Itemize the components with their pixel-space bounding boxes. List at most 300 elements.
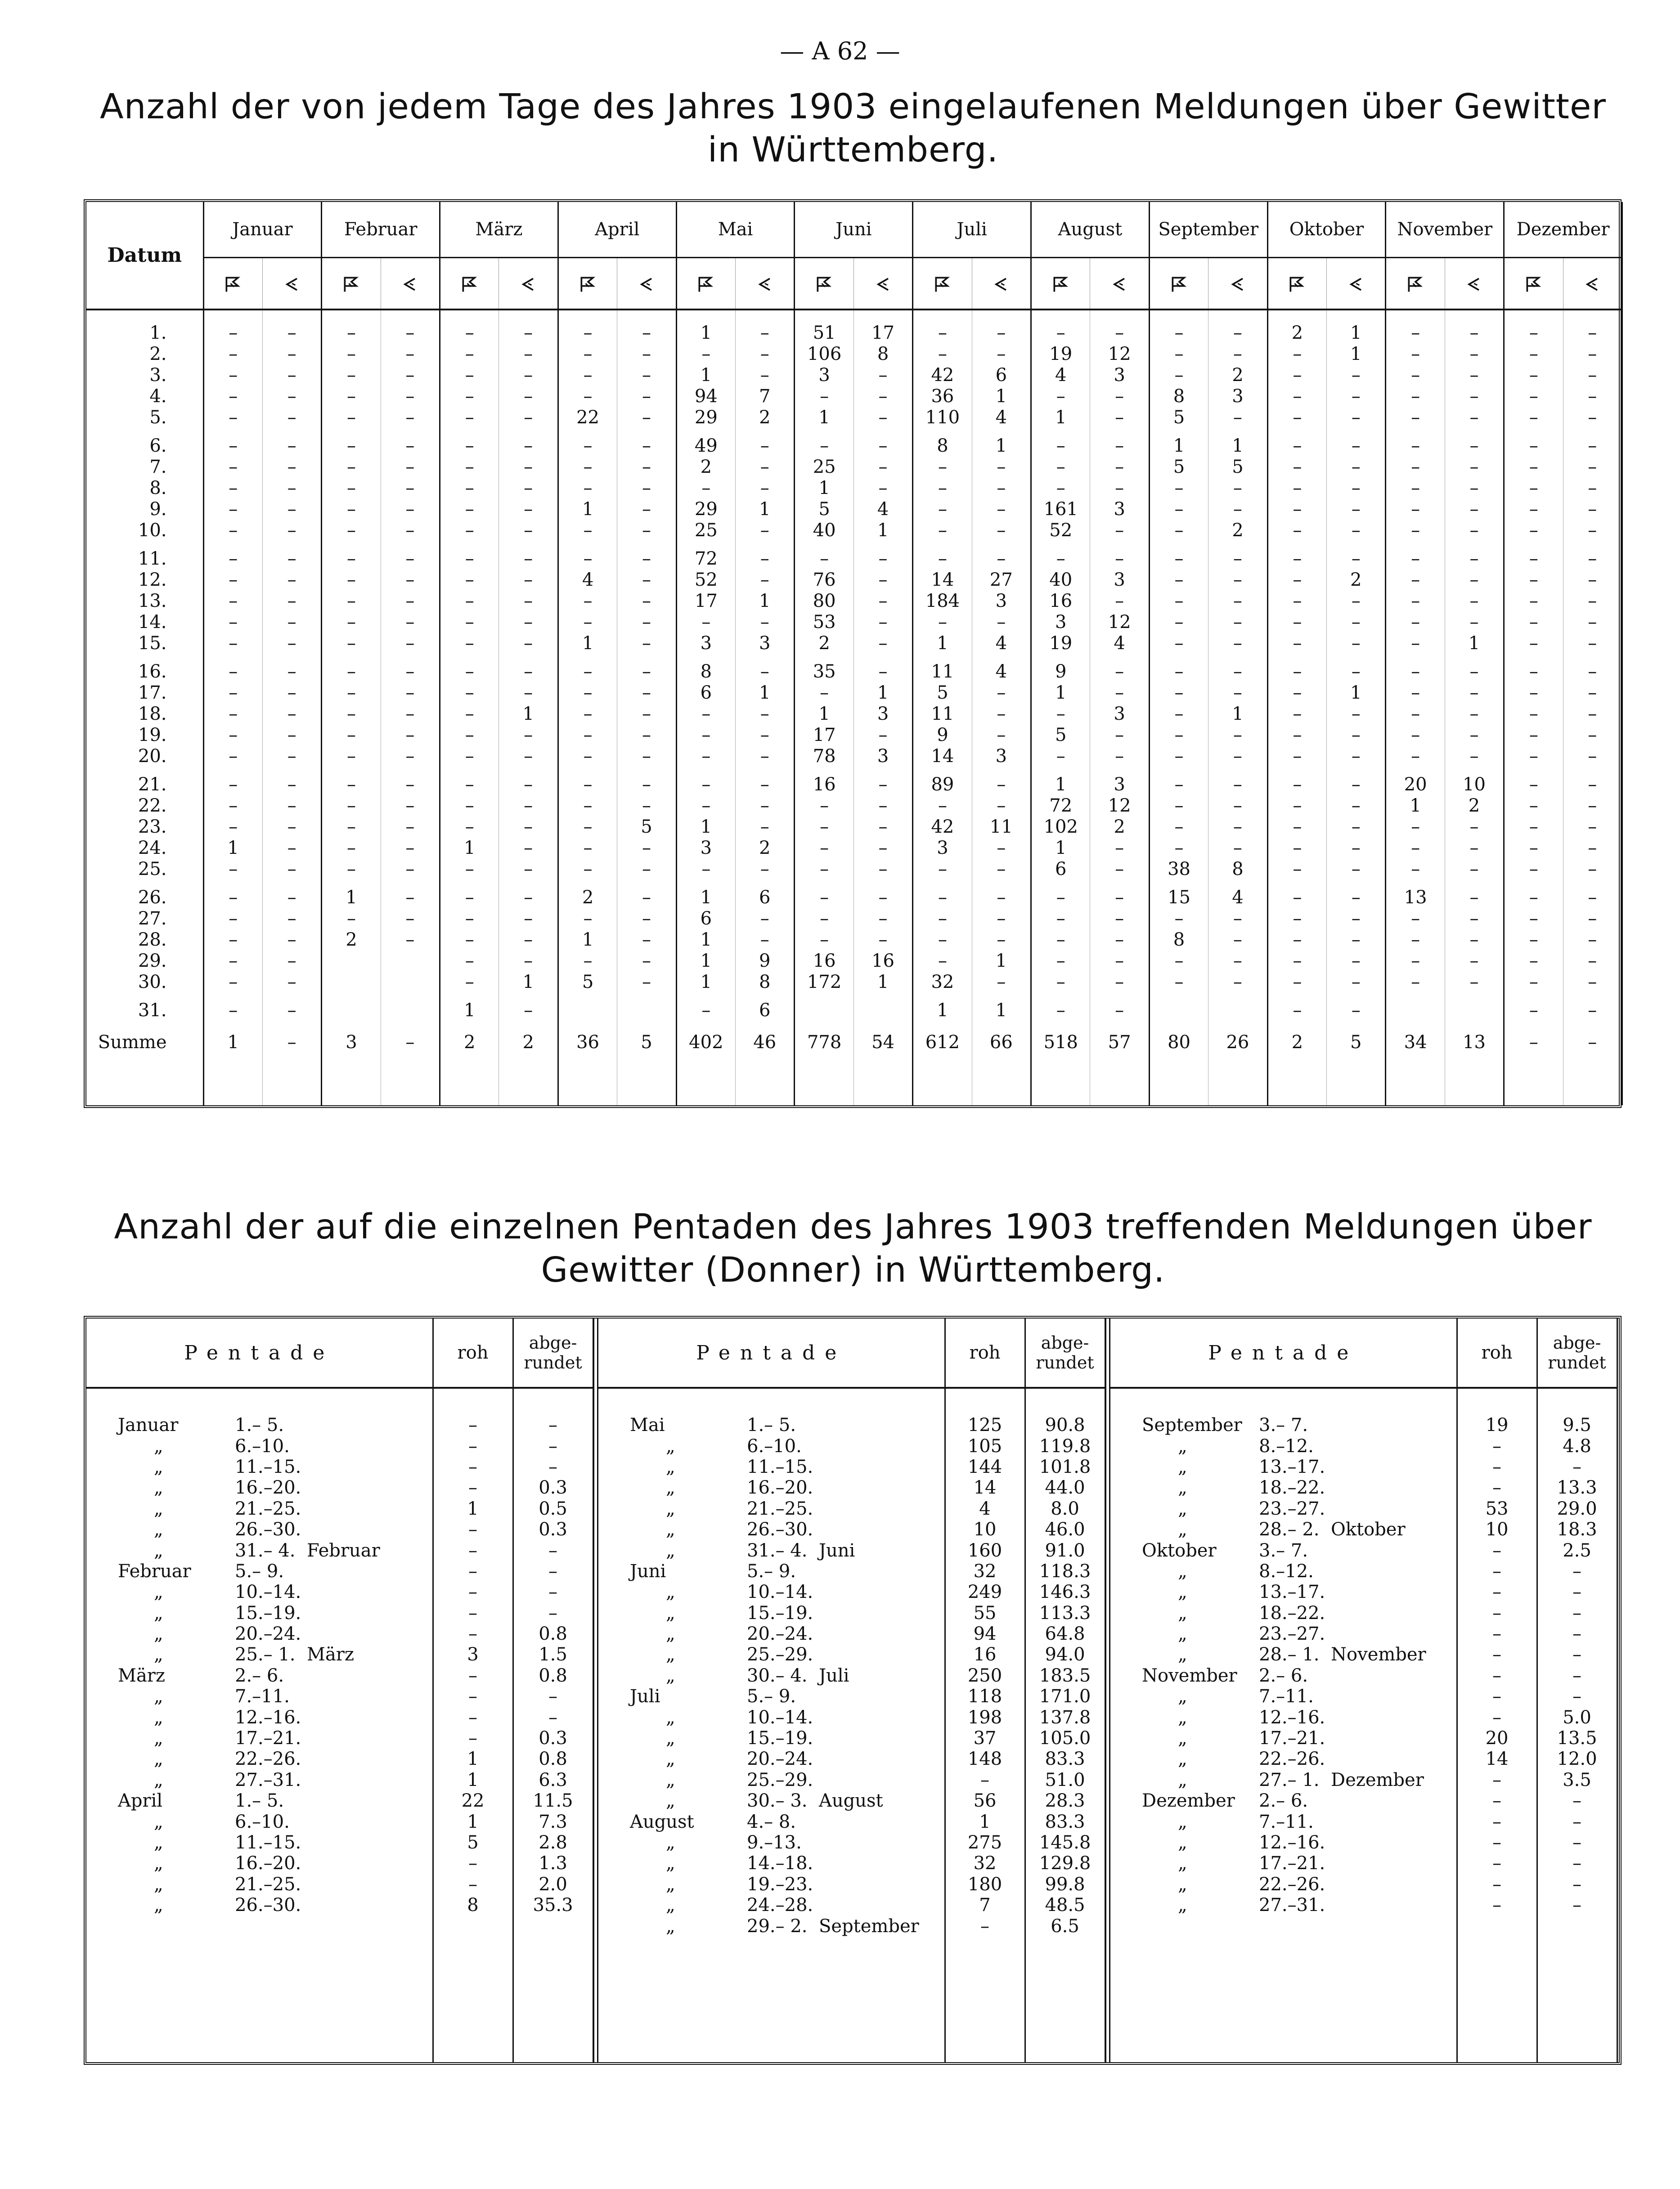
- abgerundet-value: 4.8: [1537, 1435, 1617, 1456]
- value-cell: 8: [1208, 858, 1267, 879]
- roh-value: –: [1457, 1686, 1537, 1707]
- end-month: Dezember: [1331, 1770, 1457, 1790]
- value-cell: –: [795, 682, 853, 703]
- thunderstorm-flag-icon: [696, 274, 716, 294]
- value-cell: 1: [1031, 407, 1090, 428]
- value-cell: –: [1445, 703, 1504, 724]
- value-cell: –: [617, 745, 676, 767]
- value-cell: –: [499, 477, 558, 498]
- value-cell: –: [1504, 632, 1563, 654]
- symbol-cell-lightning: [853, 258, 912, 310]
- value-cell: –: [203, 908, 262, 929]
- value-cell: –: [1504, 682, 1563, 703]
- value-cell: –: [1090, 456, 1149, 477]
- month-label: „: [154, 1602, 163, 1624]
- roh-value: –: [1457, 1874, 1537, 1895]
- value-cell: –: [617, 569, 676, 590]
- day-cell: 15.: [86, 632, 203, 654]
- pentade-row: [86, 1707, 593, 1727]
- pentade-row: [1110, 1770, 1617, 1790]
- value-cell: –: [499, 774, 558, 795]
- pentade-row: [86, 1874, 593, 1895]
- value-cell: –: [1031, 1000, 1090, 1021]
- value-cell: –: [499, 435, 558, 456]
- abgerundet-value: –: [1537, 1582, 1617, 1602]
- pentade-row: [1110, 1707, 1617, 1727]
- value-cell: –: [853, 611, 912, 632]
- month-header: Februar: [322, 202, 440, 258]
- value-cell: –: [617, 520, 676, 541]
- value-cell: –: [1563, 477, 1622, 498]
- abgerundet-value: 145.8: [1025, 1832, 1105, 1853]
- value-cell: –: [440, 310, 499, 343]
- pentade-row: [598, 1853, 1105, 1874]
- value-cell: –: [1149, 520, 1208, 541]
- month-label: „: [154, 1853, 163, 1874]
- value-cell: –: [1327, 837, 1386, 858]
- value-cell: –: [1149, 682, 1208, 703]
- date-range: 20.–24.: [747, 1624, 813, 1645]
- table-row: [86, 1000, 1622, 1021]
- value-cell: –: [558, 795, 617, 816]
- month-label: Mai: [630, 1415, 665, 1436]
- value-cell: 3: [972, 590, 1031, 611]
- roh-value: 250: [945, 1665, 1025, 1686]
- value-cell: –: [499, 407, 558, 428]
- symbol-cell-lightning: [1445, 258, 1504, 310]
- date-range: 10.–14.: [747, 1582, 813, 1603]
- abgerundet-value: 118.3: [1025, 1561, 1105, 1582]
- value-cell: [381, 950, 440, 971]
- month-label: „: [154, 1624, 163, 1645]
- pentade-row: [598, 1540, 1105, 1561]
- date-range: 12.–16.: [1259, 1707, 1325, 1728]
- value-cell: –: [1149, 703, 1208, 724]
- abgerundet-value: –: [1537, 1853, 1617, 1874]
- value-cell: –: [1327, 971, 1386, 992]
- symbol-cell-lightning: [499, 258, 558, 310]
- value-cell: –: [499, 611, 558, 632]
- month-label: „: [154, 1749, 163, 1770]
- abgerundet-value: 9.5: [1537, 1388, 1617, 1435]
- table-row: [86, 407, 1622, 428]
- day-cell: 14.: [86, 611, 203, 632]
- value-cell: –: [203, 774, 262, 795]
- value-cell: –: [1267, 837, 1326, 858]
- value-cell: 35: [795, 661, 853, 682]
- value-cell: 1: [972, 1000, 1031, 1021]
- value-cell: –: [736, 435, 795, 456]
- end-month: [1331, 1603, 1457, 1624]
- symbol-header-row: [86, 258, 1622, 310]
- value-cell: 1: [1445, 632, 1504, 654]
- value-cell: –: [1327, 661, 1386, 682]
- month-header: Dezember: [1504, 202, 1622, 258]
- pentade-row: [598, 1388, 1105, 1435]
- roh-value: –: [433, 1388, 513, 1435]
- month-label: Dezember: [1142, 1790, 1235, 1812]
- value-cell: –: [381, 745, 440, 767]
- roh-value: –: [1457, 1832, 1537, 1853]
- month-label: „: [154, 1874, 163, 1895]
- pentade-header-row: [1110, 1319, 1617, 1388]
- day-cell: 3.: [86, 364, 203, 386]
- date-range: 16.–20.: [235, 1853, 301, 1874]
- value-cell: –: [262, 310, 321, 343]
- value-cell: –: [1563, 837, 1622, 858]
- value-cell: –: [262, 386, 321, 407]
- date-range: 8.–12.: [1259, 1435, 1314, 1457]
- value-cell: –: [972, 971, 1031, 992]
- value-cell: 1: [972, 386, 1031, 407]
- date-range: 3.– 7.: [1259, 1415, 1308, 1436]
- pentade-row: [598, 1477, 1105, 1498]
- abgerundet-value: –: [513, 1582, 593, 1602]
- value-cell: 76: [795, 569, 853, 590]
- value-cell: –: [499, 569, 558, 590]
- value-cell: –: [1504, 456, 1563, 477]
- value-cell: –: [853, 569, 912, 590]
- value-cell: –: [1504, 816, 1563, 837]
- value-cell: –: [1208, 971, 1267, 992]
- value-cell: –: [676, 858, 735, 879]
- symbol-cell-thunder: [1267, 258, 1326, 310]
- value-cell: –: [1327, 386, 1386, 407]
- symbol-cell-thunder: [440, 258, 499, 310]
- value-cell: 17: [676, 590, 735, 611]
- date-range: 10.–14.: [235, 1582, 301, 1603]
- value-cell: –: [381, 724, 440, 745]
- table-row: [86, 310, 1622, 343]
- value-cell: –: [322, 774, 381, 795]
- value-cell: –: [913, 908, 972, 929]
- end-month: [1331, 1665, 1457, 1686]
- value-cell: –: [1445, 407, 1504, 428]
- value-cell: 1: [972, 950, 1031, 971]
- value-cell: –: [1031, 929, 1090, 950]
- value-cell: 17: [853, 310, 912, 343]
- value-cell: –: [1327, 520, 1386, 541]
- abgerundet-value: –: [1537, 1811, 1617, 1832]
- value-cell: 3: [736, 632, 795, 654]
- value-cell: 1: [676, 887, 735, 908]
- abgerundet-value: 2.8: [513, 1832, 593, 1853]
- end-month: [819, 1561, 945, 1582]
- value-cell: –: [1208, 908, 1267, 929]
- value-cell: –: [853, 590, 912, 611]
- abgerundet-value: 44.0: [1025, 1477, 1105, 1498]
- value-cell: –: [381, 908, 440, 929]
- value-cell: –: [440, 774, 499, 795]
- value-cell: [1208, 1000, 1267, 1021]
- thunderstorm-flag-icon: [1169, 274, 1189, 294]
- value-cell: –: [853, 632, 912, 654]
- value-cell: –: [1504, 858, 1563, 879]
- value-cell: [381, 971, 440, 992]
- date-range: 20.–24.: [235, 1624, 301, 1645]
- table-row: [86, 971, 1622, 992]
- value-cell: –: [262, 887, 321, 908]
- symbol-cell-thunder: [203, 258, 262, 310]
- value-cell: 1: [1031, 682, 1090, 703]
- month-header: Juli: [913, 202, 1031, 258]
- abgerundet-value: 113.3: [1025, 1603, 1105, 1624]
- value-cell: 4: [972, 632, 1031, 654]
- lightning-icon: [1582, 274, 1602, 294]
- value-cell: –: [1445, 569, 1504, 590]
- value-cell: –: [499, 456, 558, 477]
- abgerundet-value: –: [1537, 1603, 1617, 1624]
- value-cell: –: [972, 498, 1031, 520]
- value-cell: 1: [203, 837, 262, 858]
- value-cell: –: [617, 724, 676, 745]
- value-cell: –: [1563, 548, 1622, 569]
- value-cell: –: [499, 682, 558, 703]
- value-cell: –: [617, 477, 676, 498]
- roh-value: –: [433, 1561, 513, 1582]
- roh-value: 7: [945, 1895, 1025, 1915]
- month-label: „: [154, 1832, 163, 1853]
- value-cell: –: [558, 908, 617, 929]
- roh-value: –: [945, 1770, 1025, 1790]
- pentade-row: [1110, 1519, 1617, 1540]
- value-cell: –: [381, 632, 440, 654]
- date-range: 8.–12.: [1259, 1561, 1314, 1582]
- end-month: [307, 1707, 433, 1727]
- pentade-row: [598, 1707, 1105, 1727]
- end-month: [819, 1388, 945, 1435]
- pentade-row: [86, 1749, 593, 1769]
- roh-value: –: [1457, 1457, 1537, 1477]
- abgerundet-value: 0.8: [513, 1749, 593, 1769]
- table-row: [86, 795, 1622, 816]
- date-range: 12.–16.: [1259, 1832, 1325, 1853]
- value-cell: –: [617, 364, 676, 386]
- abgerundet-value: 129.8: [1025, 1853, 1105, 1874]
- month-header-row: [86, 202, 1622, 258]
- end-month: [1331, 1561, 1457, 1582]
- value-cell: –: [322, 858, 381, 879]
- value-cell: –: [972, 774, 1031, 795]
- value-cell: –: [499, 858, 558, 879]
- end-month: [819, 1728, 945, 1749]
- abgerundet-value: 6.5: [1025, 1915, 1105, 1936]
- date-range: 31.– 4.: [235, 1540, 296, 1561]
- value-cell: 161: [1031, 498, 1090, 520]
- value-cell: –: [736, 703, 795, 724]
- value-cell: –: [322, 611, 381, 632]
- date-range: 11.–15.: [235, 1832, 301, 1853]
- thunderstorm-flag-icon: [1406, 274, 1425, 294]
- value-cell: –: [381, 364, 440, 386]
- value-cell: –: [203, 1000, 262, 1021]
- value-cell: –: [499, 590, 558, 611]
- day-cell: 23.: [86, 816, 203, 837]
- value-cell: –: [381, 590, 440, 611]
- value-cell: 1: [1149, 435, 1208, 456]
- value-cell: –: [1504, 703, 1563, 724]
- roh-value: –: [433, 1853, 513, 1874]
- date-range: 1.– 5.: [747, 1415, 796, 1436]
- value-cell: 51: [795, 310, 853, 343]
- value-cell: 72: [1031, 795, 1090, 816]
- value-cell: –: [203, 795, 262, 816]
- value-cell: –: [1563, 745, 1622, 767]
- value-cell: –: [795, 548, 853, 569]
- value-cell: –: [1208, 343, 1267, 364]
- month-label: Oktober: [1142, 1540, 1217, 1561]
- value-cell: –: [322, 310, 381, 343]
- pentade-row: [598, 1832, 1105, 1853]
- value-cell: –: [1267, 520, 1326, 541]
- thunderstorm-flag-icon: [814, 274, 834, 294]
- value-cell: 4: [1031, 364, 1090, 386]
- roh-value: –: [433, 1540, 513, 1561]
- roh-value: 14: [1457, 1749, 1537, 1769]
- value-cell: –: [203, 724, 262, 745]
- value-cell: 5: [558, 971, 617, 992]
- value-cell: –: [499, 520, 558, 541]
- value-cell: –: [499, 816, 558, 837]
- value-cell: –: [1563, 310, 1622, 343]
- value-cell: –: [262, 548, 321, 569]
- value-cell: –: [440, 929, 499, 950]
- day-cell: 9.: [86, 498, 203, 520]
- summe-cell: 46: [736, 1021, 795, 1056]
- value-cell: 2: [736, 407, 795, 428]
- value-cell: –: [262, 1000, 321, 1021]
- value-cell: –: [1327, 611, 1386, 632]
- value-cell: –: [203, 456, 262, 477]
- value-cell: –: [1563, 569, 1622, 590]
- symbol-cell-lightning: [1090, 258, 1149, 310]
- value-cell: –: [913, 795, 972, 816]
- table-row: [86, 774, 1622, 795]
- abgerundet-value: 13.5: [1537, 1728, 1617, 1749]
- value-cell: –: [795, 929, 853, 950]
- value-cell: –: [322, 569, 381, 590]
- value-cell: 94: [676, 386, 735, 407]
- value-cell: –: [1563, 1000, 1622, 1021]
- value-cell: –: [1031, 971, 1090, 992]
- roh-value: –: [1457, 1477, 1537, 1498]
- abgerundet-value: –: [513, 1435, 593, 1456]
- value-cell: –: [1563, 590, 1622, 611]
- roh-value: 55: [945, 1603, 1025, 1624]
- pentade-table-title: Anzahl der auf die einzelnen Pentaden des Jahres 1903 treffenden Meldungen über Gewitter (Donner) in Württemberg.: [114, 1207, 1592, 1290]
- value-cell: –: [499, 343, 558, 364]
- value-cell: –: [1208, 661, 1267, 682]
- value-cell: –: [1208, 745, 1267, 767]
- value-cell: –: [617, 971, 676, 992]
- pentade-row: [598, 1686, 1105, 1707]
- value-cell: –: [558, 816, 617, 837]
- pentade-row: [1110, 1811, 1617, 1832]
- abgerundet-value: 6.3: [513, 1770, 593, 1790]
- summe-cell: –: [262, 1021, 321, 1056]
- value-cell: –: [1267, 456, 1326, 477]
- end-month: [307, 1388, 433, 1435]
- abgerundet-value: 28.3: [1025, 1790, 1105, 1811]
- table-row: [86, 887, 1622, 908]
- value-cell: –: [1504, 364, 1563, 386]
- date-range: 22.–26.: [1259, 1874, 1325, 1895]
- value-cell: –: [1267, 816, 1326, 837]
- value-cell: –: [1563, 498, 1622, 520]
- value-cell: 6: [1031, 858, 1090, 879]
- abgerundet-value: 51.0: [1025, 1770, 1105, 1790]
- date-range: 22.–26.: [1259, 1749, 1325, 1770]
- roh-value: 1: [433, 1770, 513, 1790]
- value-cell: –: [1445, 908, 1504, 929]
- value-cell: 1: [1327, 343, 1386, 364]
- abgerundet-value: –: [513, 1707, 593, 1727]
- value-cell: –: [499, 310, 558, 343]
- value-cell: 1: [676, 364, 735, 386]
- value-cell: 2: [1445, 795, 1504, 816]
- roh-value: –: [1457, 1707, 1537, 1727]
- date-range: 6.–10.: [235, 1435, 290, 1457]
- value-cell: –: [913, 477, 972, 498]
- end-month: [307, 1624, 433, 1644]
- day-cell: 2.: [86, 343, 203, 364]
- month-label: „: [666, 1790, 675, 1812]
- abgerundet-value: 11.5: [513, 1790, 593, 1811]
- value-cell: –: [262, 343, 321, 364]
- table-row: [86, 661, 1622, 682]
- value-cell: –: [499, 950, 558, 971]
- end-month: [819, 1644, 945, 1665]
- value-cell: –: [1445, 858, 1504, 879]
- value-cell: –: [972, 837, 1031, 858]
- value-cell: 3: [853, 745, 912, 767]
- value-cell: –: [617, 435, 676, 456]
- value-cell: –: [1267, 569, 1326, 590]
- value-cell: –: [1327, 887, 1386, 908]
- value-cell: –: [853, 435, 912, 456]
- pentade-row: [1110, 1457, 1617, 1477]
- pentade-row: [1110, 1477, 1617, 1498]
- date-range: 20.–24.: [747, 1749, 813, 1770]
- value-cell: –: [1208, 950, 1267, 971]
- thunderstorm-flag-icon: [223, 274, 243, 294]
- value-cell: –: [1563, 407, 1622, 428]
- value-cell: –: [1149, 548, 1208, 569]
- value-cell: –: [736, 774, 795, 795]
- roh-value: –: [433, 1477, 513, 1498]
- roh-value: 56: [945, 1790, 1025, 1811]
- value-cell: –: [1504, 837, 1563, 858]
- value-cell: –: [1149, 795, 1208, 816]
- value-cell: –: [1090, 386, 1149, 407]
- value-cell: –: [1386, 364, 1445, 386]
- abgerundet-value: 2.5: [1537, 1540, 1617, 1561]
- summe-cell: 57: [1090, 1021, 1149, 1056]
- month-label: „: [1178, 1602, 1187, 1624]
- value-cell: 16: [795, 774, 853, 795]
- table-row: [86, 837, 1622, 858]
- abgerundet-value: –: [1537, 1895, 1617, 1915]
- pentade-column: [1110, 1319, 1617, 2062]
- value-cell: –: [676, 795, 735, 816]
- pentade-row: [86, 1498, 593, 1519]
- value-cell: –: [1386, 971, 1445, 992]
- month-label: „: [666, 1915, 675, 1937]
- value-cell: –: [440, 498, 499, 520]
- date-range: 5.– 9.: [747, 1686, 796, 1707]
- value-cell: 6: [972, 364, 1031, 386]
- value-cell: –: [1090, 590, 1149, 611]
